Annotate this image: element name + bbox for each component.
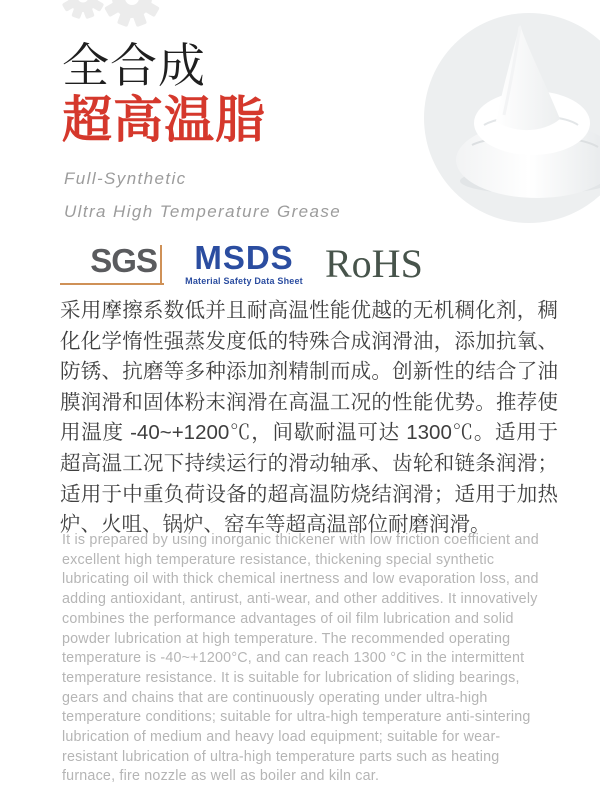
product-title-zh-red: 超高温脂 bbox=[62, 92, 266, 148]
product-subtitle-en bbox=[64, 162, 341, 228]
grease-dollop-photo bbox=[424, 13, 600, 223]
sgs-sideline bbox=[160, 245, 162, 285]
product-subtitle-line2: Ultra High Temperature Grease bbox=[64, 202, 342, 221]
sgs-underline bbox=[60, 283, 164, 285]
product-subtitle-line1: Full-Synthetic bbox=[64, 169, 187, 188]
description-zh: 采用摩擦系数低并且耐高温性能优越的无机稠化剂，稠化化学惰性强蒸发度低的特殊合成润滑油，添加抗氧、防锈、抗磨等多种添加剂精制而成。创新性的结合了油膜润滑和固体粉末润滑在高温工况的性能优势。推荐使用温度 -40~+1200℃，间歇耐温可达 1300℃。适用于超高温工况下持续运行的滑动轴承、齿轮和链条润滑；适用于中重负荷设备的超高温防烧结润滑；适用于加热炉、火咀、锅炉、窑车等超高温部位耐磨润滑。 bbox=[60, 299, 558, 537]
product-title-zh: 全合成 bbox=[62, 39, 206, 92]
msds-label: MSDS bbox=[194, 239, 294, 276]
gear-icon bbox=[102, 0, 162, 28]
certification-badges bbox=[60, 241, 423, 287]
description-en: It is prepared by using inorganic thickener with low friction coefficient and excellent high temperature resistance, thickening special synthetic lubricating oil with thick chemical inertness and low evaporation loss, and adding antioxidant, antirust, anti-wear, and other additives. It innovatively combines the performance advantages of oil film lubrication and solid powder lubrication at high temperature. The recommended operating temperature is -40~+1200°C, and can reach 1300 °C in the intermittent temperature resistance. It is suitable for lubrication of sliding bearings, gears and chains that are continuously operating under ultra-high temperature conditions; suitable for ultra-high temperature anti-sintering lubrication of medium and heavy load equipment; suitable for wear-resistant lubrication of ultra-high temperature parts such as heating furnace, fire nozzle as well as boiler and kiln car. bbox=[62, 532, 539, 785]
msds-logo bbox=[179, 241, 309, 286]
msds-subtitle: Material Safety Data Sheet bbox=[185, 276, 303, 286]
sgs-label: SGS bbox=[90, 242, 157, 279]
rohs-logo: RoHS bbox=[325, 241, 423, 286]
gear-icon bbox=[60, 0, 106, 20]
sgs-logo bbox=[60, 241, 164, 287]
